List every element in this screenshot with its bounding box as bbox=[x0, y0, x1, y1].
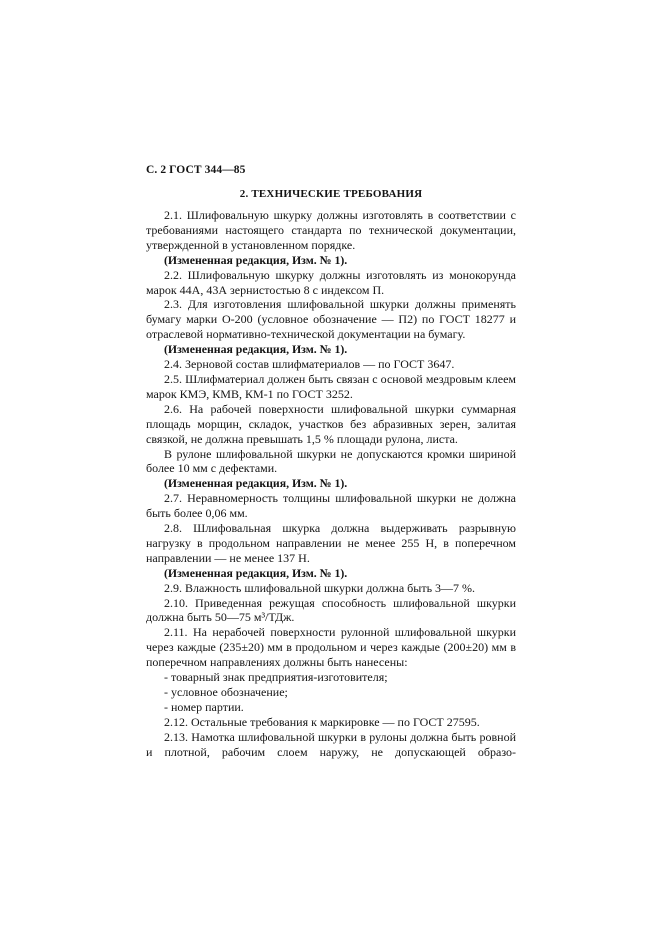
paragraph-2-5: 2.5. Шлифматериал должен быть связан с основой мездровым клеем марок КМЭ, КМВ, КМ-1 по ГОСТ 3252. bbox=[146, 371, 516, 401]
amendment-note: (Измененная редакция, Изм. № 1). bbox=[164, 565, 348, 580]
page-header: С. 2 ГОСТ 344—85 bbox=[146, 164, 246, 176]
amendment-note: (Измененная редакция, Изм. № 1). bbox=[164, 342, 348, 357]
section-title: 2. ТЕХНИЧЕСКИЕ ТРЕБОВАНИЯ bbox=[239, 188, 423, 200]
paragraph-2-12: 2.12. Остальные требования к маркировке — по ГОСТ 27595. bbox=[164, 714, 480, 729]
paragraph-2-8: 2.8. Шлифовальная шкурка должна выдерживать разрывную нагрузку в продольном направлении не менее 255 Н, в поперечном направлении — не менее 137 Н. bbox=[146, 521, 516, 565]
paragraph-2-6: 2.6. На рабочей поверхности шлифовальной шкурки суммарная площадь морщин, складок, участков без абразивных зерен, залитая связкой, не должна превышать 1,5 % площади рулона, листа. bbox=[146, 401, 516, 446]
list-item: - номер партии. bbox=[164, 699, 244, 714]
amendment-note: (Измененная редакция, Изм. № 1). bbox=[164, 252, 348, 267]
paragraph-2-2: 2.2. Шлифовальную шкурку должны изготовлять из монокорунда марок 44А, 43А зернистостью 8 с индексом П. bbox=[146, 267, 516, 297]
amendment-note: (Измененная редакция, Изм. № 1). bbox=[164, 476, 348, 491]
paragraph-2-7: 2.7. Неравномерность толщины шлифовальной шкурки не должна быть более 0,06 мм. bbox=[146, 491, 516, 521]
paragraph-2-3: 2.3. Для изготовления шлифовальной шкурки должны применять бумагу марки О-200 (условное обозначение — П2) по ГОСТ 18277 и отраслевой нормативно-технической документации на бумагу. bbox=[146, 297, 516, 342]
paragraph-2-9: 2.9. Влажность шлифовальной шкурки должна быть 3—7 %. bbox=[164, 580, 476, 595]
paragraph-2-10: 2.10. Приведенная режущая способность шлифовальной шкурки должна быть 50—75 м³/ТДж. bbox=[146, 595, 516, 625]
section-body bbox=[146, 208, 516, 760]
paragraph-2-4: 2.4. Зерновой состав шлифматериалов — по ГОСТ 3647. bbox=[164, 357, 455, 372]
paragraph-2-6-roll: В рулоне шлифовальной шкурки не допускаются кромки шириной более 10 мм с дефектами. bbox=[146, 446, 516, 476]
paragraph-2-11: 2.11. На нерабочей поверхности рулонной шлифовальной шкурки через каждые (235±20) мм в продольном и через каждые (200±20) мм в поперечном направлениях должны быть нанесены: bbox=[146, 625, 516, 670]
paragraph-2-1: 2.1. Шлифовальную шкурку должны изготовлять в соответствии с требованиями настоящего стандарта по технической документации, утвержденной в установленном порядке. bbox=[146, 208, 516, 252]
list-item: - товарный знак предприятия-изготовителя; bbox=[164, 670, 388, 685]
paragraph-2-13: 2.13. Намотка шлифовальной шкурки в рулоны должна быть ровной и плотной, рабочим слоем наружу, не допускающей образо- bbox=[146, 729, 516, 759]
list-item: - условное обозначение; bbox=[164, 685, 288, 699]
